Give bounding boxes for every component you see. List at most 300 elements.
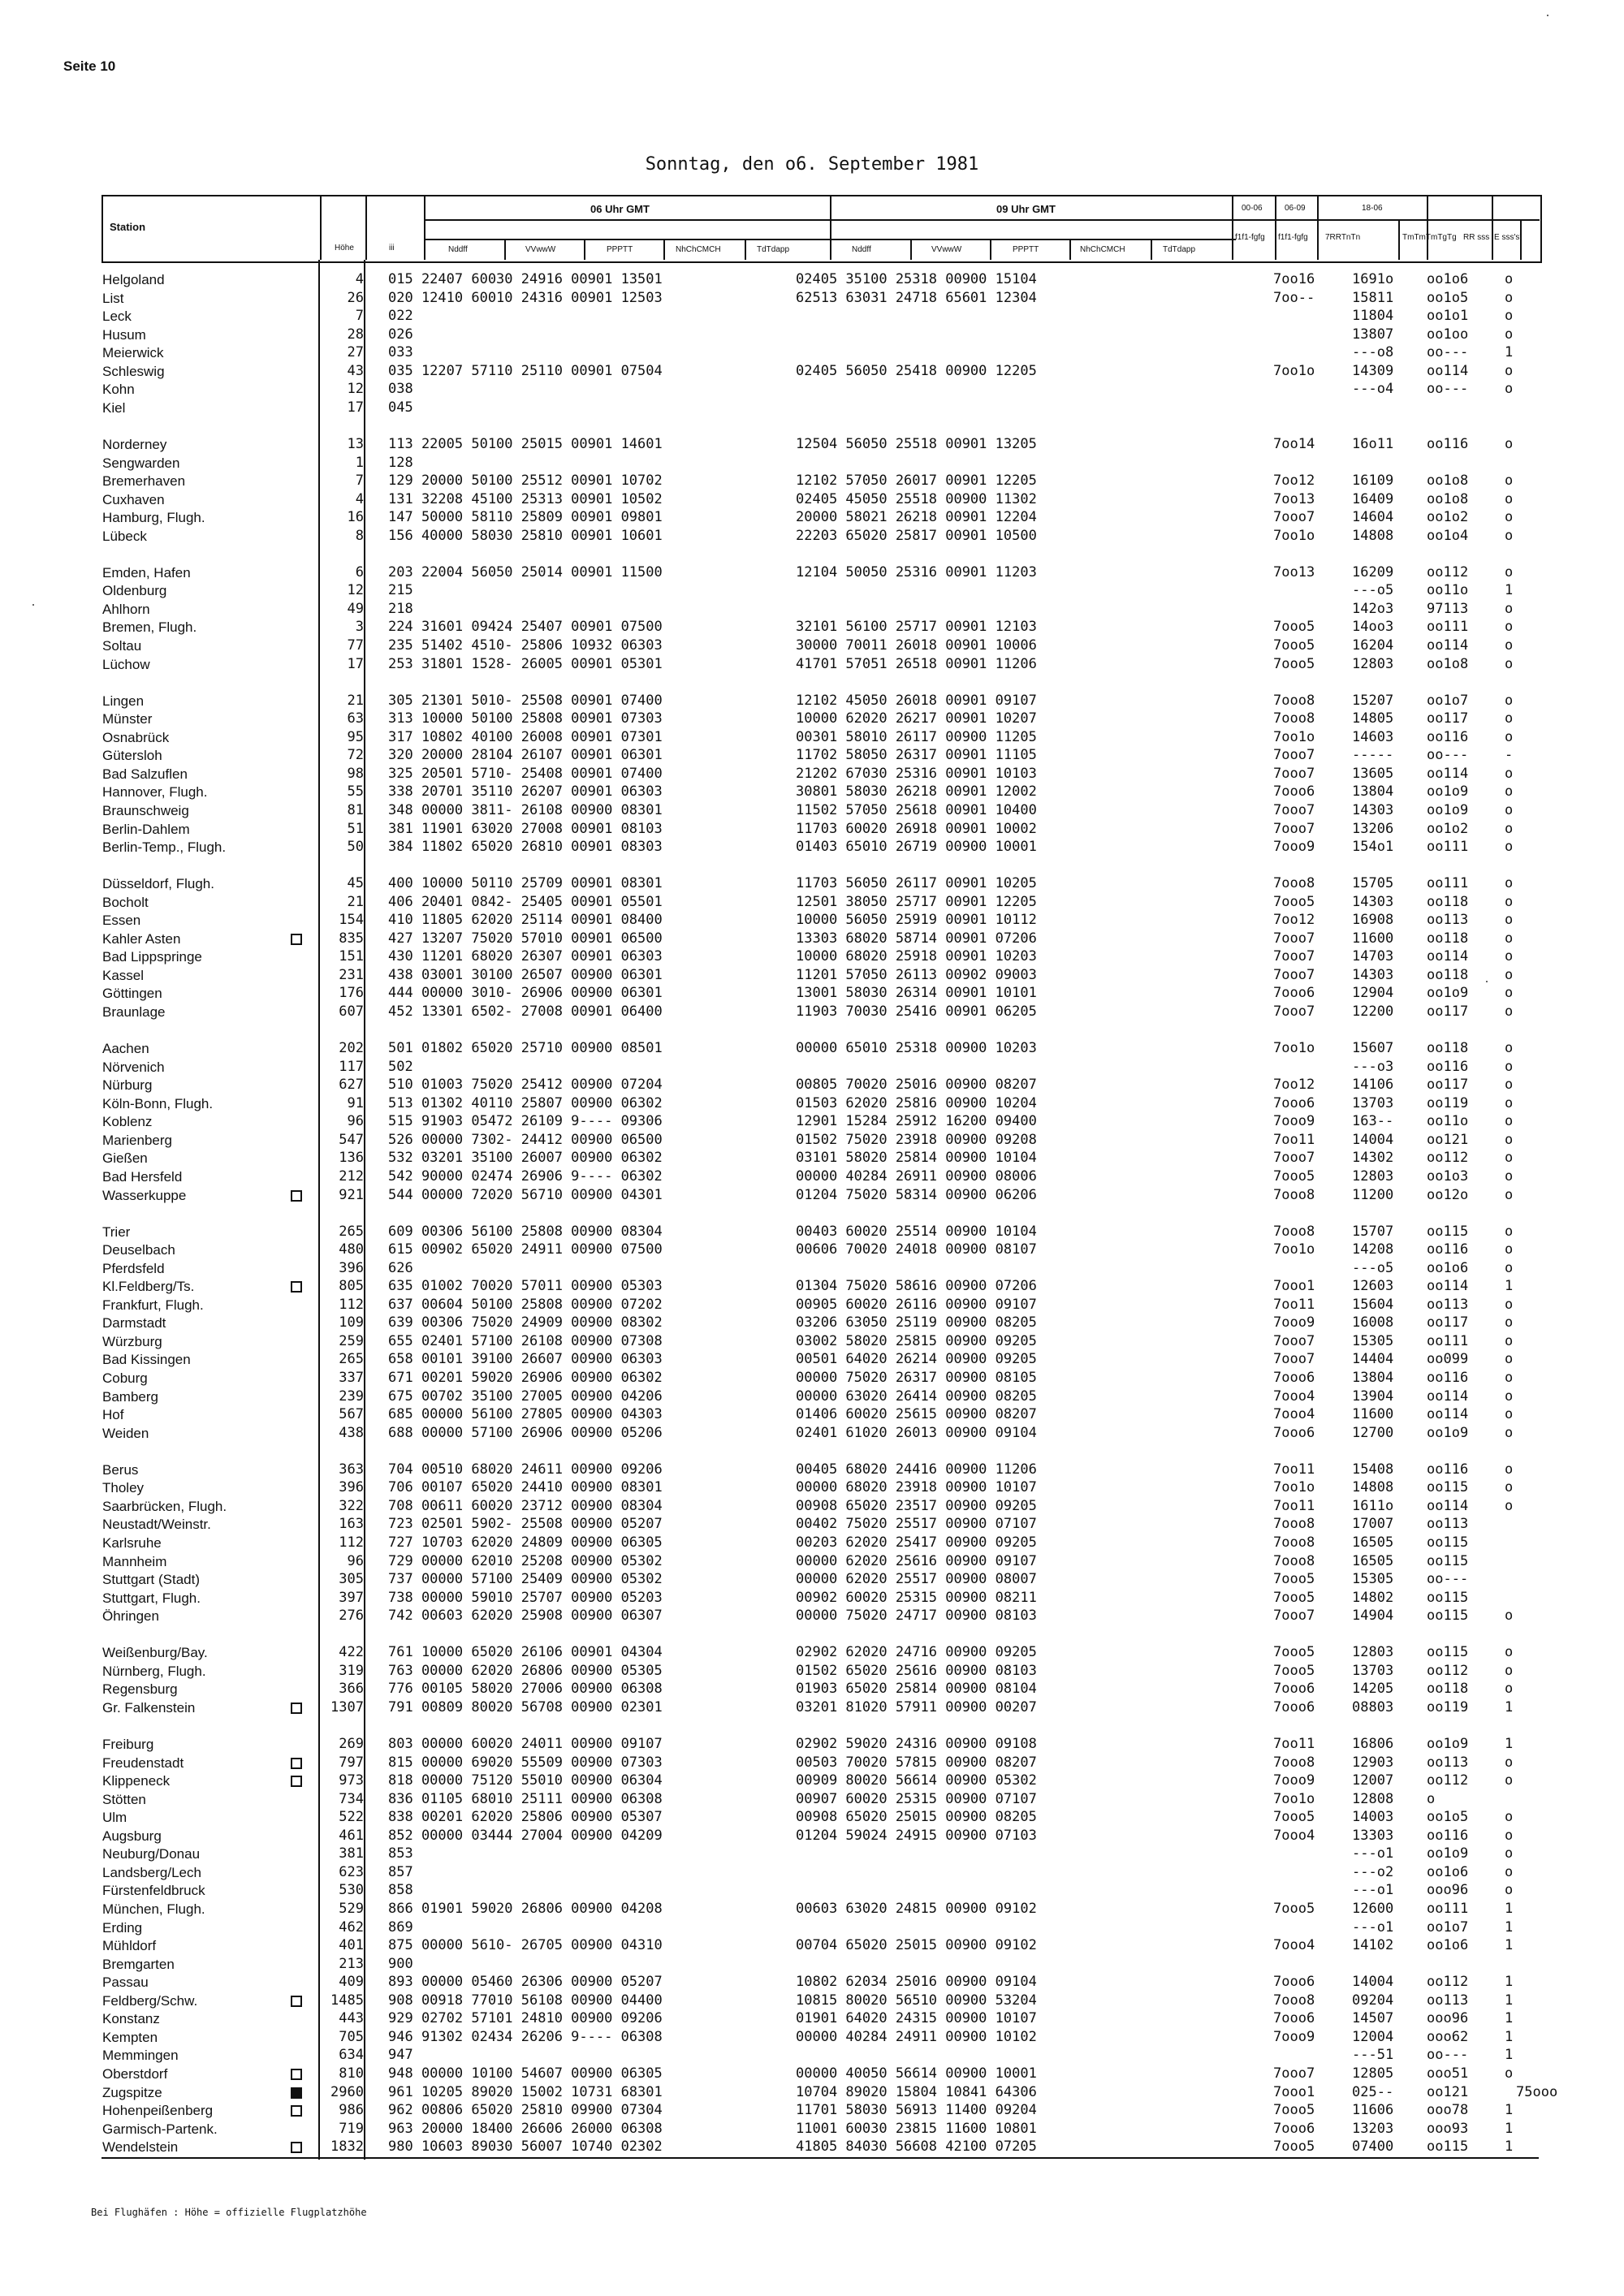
station-name: Kahler Asten xyxy=(102,930,181,947)
group-E: o xyxy=(1505,1461,1514,1478)
open-square-icon xyxy=(291,934,302,945)
obs-09-gmt: 01503 62020 25816 00900 10204 xyxy=(796,1094,1037,1111)
table-row xyxy=(0,270,1624,289)
table-row xyxy=(0,362,1624,381)
group-7RRTnTn: 7ooo5 xyxy=(1273,893,1315,910)
group-RR: oo1o9 xyxy=(1427,1424,1469,1441)
group-E: o xyxy=(1505,1608,1514,1625)
obs-06-gmt: 852 00000 03444 27004 00900 04209 xyxy=(388,1827,663,1844)
group-RR: oo118 xyxy=(1427,966,1469,983)
group-TmTm: 13804 xyxy=(1352,783,1394,801)
group-7RRTnTn: 7ooo8 xyxy=(1273,1223,1315,1240)
obs-06-gmt: 542 90000 02474 26906 9---- 06302 xyxy=(388,1167,663,1185)
obs-06-gmt: 708 00611 60020 23712 00900 08304 xyxy=(388,1497,663,1514)
obs-09-gmt: 00000 75020 24717 00900 08103 xyxy=(796,1608,1037,1625)
table-row xyxy=(0,2101,1624,2120)
open-square-icon xyxy=(291,2069,302,2080)
obs-09-gmt: 00603 63020 24815 00900 09102 xyxy=(796,1900,1037,1917)
group-RR: oo111 xyxy=(1427,1332,1469,1349)
group-RR: oo1o6 xyxy=(1427,1259,1469,1276)
group-RR: oo--- xyxy=(1427,1571,1469,1587)
obs-06-gmt: 929 02702 57101 24810 00900 09206 xyxy=(388,2010,663,2027)
obs-06-gmt: 502 xyxy=(388,1058,413,1075)
group-E: o xyxy=(1505,1094,1514,1111)
group-E: o xyxy=(1505,362,1514,379)
station-altitude: 51 xyxy=(347,820,364,837)
obs-09-gmt: 00000 40050 56614 00900 10001 xyxy=(796,2065,1037,2082)
group-RR: oo1o6 xyxy=(1427,1937,1469,1953)
station-name: Stuttgart, Flugh. xyxy=(102,1590,201,1606)
obs-06-gmt: 908 00918 77010 56108 00900 04400 xyxy=(388,1992,663,2009)
station-altitude: 112 xyxy=(339,1534,364,1551)
group-TmTm: 14802 xyxy=(1352,1589,1394,1606)
obs-06-gmt: 156 40000 58030 25810 00901 10601 xyxy=(388,527,663,544)
obs-06-gmt: 946 91302 02434 26206 9---- 06308 xyxy=(388,2028,663,2045)
station-altitude: 95 xyxy=(347,728,364,745)
station-altitude: 63 xyxy=(347,710,364,727)
obs-09-gmt: 20000 58021 26218 00901 12204 xyxy=(796,509,1037,526)
table-row xyxy=(0,1003,1624,1021)
station-altitude: 443 xyxy=(339,2010,364,2027)
group-7RRTnTn: 7oo12 xyxy=(1273,912,1315,929)
group-TmTm: 16409 xyxy=(1352,490,1394,507)
group-TmTm: 14302 xyxy=(1352,1150,1394,1167)
group-7RRTnTn: 7oo11 xyxy=(1273,1736,1315,1752)
group-E: o xyxy=(1505,1882,1514,1899)
group-RR: oo1o9 xyxy=(1427,1736,1469,1752)
station-altitude: 480 xyxy=(339,1241,364,1258)
group-RR: oo1o6 xyxy=(1427,1863,1469,1880)
obs-06-gmt: 406 20401 0842- 25405 00901 05501 xyxy=(388,893,663,910)
group-TmTm: 11600 xyxy=(1352,1406,1394,1423)
station-altitude: 7 xyxy=(355,308,364,325)
obs-06-gmt: 742 00603 62020 25908 00900 06307 xyxy=(388,1608,663,1625)
group-E: o xyxy=(1505,308,1514,325)
group-RR: oo115 xyxy=(1427,1589,1469,1606)
group-TmTm: 16908 xyxy=(1352,912,1394,929)
group-7RRTnTn: 7ooo8 xyxy=(1273,710,1315,727)
station-name: Kassel xyxy=(102,967,145,983)
station-name: Kohn xyxy=(102,382,135,398)
group-RR: ooo78 xyxy=(1427,2102,1469,2118)
group-RR: oo112 xyxy=(1427,563,1469,580)
obs-06-gmt: 515 91903 05472 26109 9---- 09306 xyxy=(388,1113,663,1130)
group-RR: oo114 xyxy=(1427,1406,1469,1423)
table-row xyxy=(0,1992,1624,2010)
station-altitude: 154 xyxy=(339,912,364,929)
station-altitude: 547 xyxy=(339,1131,364,1148)
obs-09-gmt: 00805 70020 25016 00900 08207 xyxy=(796,1077,1037,1094)
table-row xyxy=(0,1698,1624,1717)
group-TmTm: 13703 xyxy=(1352,1662,1394,1679)
group-7RRTnTn: 7ooo8 xyxy=(1273,1552,1315,1569)
station-name: Kl.Feldberg/Ts. xyxy=(102,1279,195,1295)
obs-09-gmt: 11903 70030 25416 00901 06205 xyxy=(796,1003,1037,1020)
group-E: 1 xyxy=(1505,1736,1514,1752)
group-TmTm: 142o3 xyxy=(1352,600,1394,617)
station-altitude: 8 xyxy=(355,527,364,544)
header-sub-col: RR sss xyxy=(1463,233,1490,242)
obs-06-gmt: 113 22005 50100 25015 00901 14601 xyxy=(388,436,663,452)
station-altitude: 7 xyxy=(355,473,364,489)
group-RR: oo111 xyxy=(1427,875,1469,892)
station-name: List xyxy=(102,290,124,306)
station-altitude: 2960 xyxy=(330,2083,364,2100)
obs-09-gmt: 01502 65020 25616 00900 08103 xyxy=(796,1662,1037,1679)
station-altitude: 81 xyxy=(347,801,364,818)
group-E: o xyxy=(1505,966,1514,983)
header-range: 18-06 xyxy=(1362,204,1383,213)
obs-06-gmt: 224 31601 09424 25407 00901 07500 xyxy=(388,619,663,636)
station-altitude: 396 xyxy=(339,1259,364,1276)
table-row xyxy=(0,1223,1624,1241)
group-TmTm: 09204 xyxy=(1352,1992,1394,2009)
group-TmTm: 1691o xyxy=(1352,271,1394,287)
group-TmTm: 14303 xyxy=(1352,966,1394,983)
station-name: Meierwick xyxy=(102,345,164,361)
station-name: Saarbrücken, Flugh. xyxy=(102,1498,227,1514)
group-7RRTnTn: 7ooo9 xyxy=(1273,839,1315,855)
obs-09-gmt: 02401 61020 26013 00900 09104 xyxy=(796,1424,1037,1441)
group-7RRTnTn: 7oo-- xyxy=(1273,289,1315,306)
obs-06-gmt: 948 00000 10100 54607 00900 06305 xyxy=(388,2065,663,2082)
table-row xyxy=(0,893,1624,912)
table-row xyxy=(0,289,1624,308)
group-TmTm: 14805 xyxy=(1352,710,1394,727)
obs-09-gmt: 00501 64020 26214 00900 09205 xyxy=(796,1351,1037,1368)
obs-06-gmt: 961 10205 89020 15002 10731 68301 xyxy=(388,2083,663,2100)
group-TmTm: 14004 xyxy=(1352,1974,1394,1991)
group-RR: oo119 xyxy=(1427,1094,1469,1111)
station-name: Husum xyxy=(102,326,146,343)
obs-06-gmt: 963 20000 18400 26606 26000 06308 xyxy=(388,2120,663,2137)
group-E: o xyxy=(1505,1077,1514,1094)
station-name: Öhringen xyxy=(102,1608,159,1625)
group-E: o xyxy=(1505,1370,1514,1386)
station-name: Konstanz xyxy=(102,2011,160,2027)
group-TmTm: 12803 xyxy=(1352,1644,1394,1661)
obs-09-gmt: 12102 57050 26017 00901 12205 xyxy=(796,473,1037,489)
obs-09-gmt: 00203 62020 25417 00900 09205 xyxy=(796,1534,1037,1551)
station-altitude: 12 xyxy=(347,582,364,599)
station-altitude: 112 xyxy=(339,1296,364,1313)
group-7RRTnTn: 7ooo4 xyxy=(1273,1937,1315,1953)
obs-09-gmt: 01204 75020 58314 00900 06206 xyxy=(796,1186,1037,1203)
station-name: Memmingen xyxy=(102,2048,179,2064)
station-name: Marienberg xyxy=(102,1132,172,1148)
obs-06-gmt: 038 xyxy=(388,381,413,398)
header-09-col: PPPTT xyxy=(1013,245,1039,254)
group-RR: oo113 xyxy=(1427,1992,1469,2009)
obs-06-gmt: 438 03001 30100 26507 00900 06301 xyxy=(388,966,663,983)
station-altitude: 55 xyxy=(347,783,364,801)
header-09-col: TdTdapp xyxy=(1163,245,1196,254)
obs-09-gmt: 11703 56050 26117 00901 10205 xyxy=(796,875,1037,892)
obs-09-gmt: 11702 58050 26317 00901 11105 xyxy=(796,747,1037,764)
open-square-icon xyxy=(291,2105,302,2117)
group-7RRTnTn: 7ooo9 xyxy=(1273,2028,1315,2045)
header-06-col: TdTdapp xyxy=(757,245,790,254)
group-TmTm: 13804 xyxy=(1352,1370,1394,1386)
table-row xyxy=(0,911,1624,930)
obs-09-gmt: 00000 65010 25318 00900 10203 xyxy=(796,1040,1037,1057)
group-RR: ooo51 xyxy=(1427,2065,1469,2082)
group-7RRTnTn: 7ooo5 xyxy=(1273,1571,1315,1587)
group-TmTm: 15305 xyxy=(1352,1571,1394,1587)
group-RR: oo1o9 xyxy=(1427,1845,1469,1862)
group-7RRTnTn: 7oo1o xyxy=(1273,1040,1315,1057)
station-name: Mühldorf xyxy=(102,1938,157,1953)
station-altitude: 797 xyxy=(339,1754,364,1771)
group-E: o xyxy=(1505,509,1514,526)
station-name: Augsburg xyxy=(102,1828,162,1844)
group-7RRTnTn: 7ooo7 xyxy=(1273,1332,1315,1349)
table-row xyxy=(0,435,1624,454)
group-E: 1 xyxy=(1505,582,1514,599)
table-row xyxy=(0,1296,1624,1314)
footnote: Bei Flughäfen : Höhe = offizielle Flugplatzhöhe xyxy=(91,2207,367,2218)
group-RR: oo114 xyxy=(1427,1497,1469,1514)
obs-06-gmt: 723 02501 5902- 25508 00900 05207 xyxy=(388,1516,663,1533)
station-name: Gießen xyxy=(102,1150,148,1167)
group-RR: oo118 xyxy=(1427,893,1469,910)
obs-06-gmt: 045 xyxy=(388,399,413,416)
group-7RRTnTn: 7oo11 xyxy=(1273,1131,1315,1148)
station-altitude: 337 xyxy=(339,1370,364,1386)
group-E: 1 xyxy=(1505,2120,1514,2137)
group-TmTm: 17007 xyxy=(1352,1516,1394,1533)
group-E: o xyxy=(1505,637,1514,654)
station-altitude: 259 xyxy=(339,1332,364,1349)
table-row xyxy=(0,1790,1624,1809)
station-name: Garmisch-Partenk. xyxy=(102,2121,218,2137)
table-row xyxy=(0,1332,1624,1351)
header-sub-col: f1f1-fgfg xyxy=(1278,233,1308,242)
group-RR: oo116 xyxy=(1427,436,1469,452)
group-E: o xyxy=(1505,985,1514,1002)
obs-06-gmt: 900 xyxy=(388,1955,413,1972)
obs-09-gmt: 12102 45050 26018 00901 09107 xyxy=(796,692,1037,709)
station-name: Bremgarten xyxy=(102,1956,175,1972)
group-7RRTnTn: 7ooo9 xyxy=(1273,1314,1315,1331)
group-7RRTnTn: 7ooo5 xyxy=(1273,1167,1315,1185)
group-E: 1 xyxy=(1505,1900,1514,1917)
station-altitude: 98 xyxy=(347,765,364,782)
table-row xyxy=(0,765,1624,783)
station-altitude: 163 xyxy=(339,1516,364,1533)
group-E: o xyxy=(1505,527,1514,544)
group-RR: oo114 xyxy=(1427,637,1469,654)
open-square-icon xyxy=(291,1190,302,1202)
table-row xyxy=(0,2046,1624,2065)
table-row xyxy=(0,1955,1624,1974)
obs-06-gmt: 763 00000 62020 26806 00900 05305 xyxy=(388,1662,663,1679)
group-RR: oo119 xyxy=(1427,1698,1469,1716)
obs-06-gmt: 853 xyxy=(388,1845,413,1862)
header-hoehe: Höhe xyxy=(335,244,354,252)
station-altitude: 151 xyxy=(339,948,364,965)
table-row xyxy=(0,343,1624,362)
filled-square-icon xyxy=(291,2087,302,2099)
group-RR: oo1o7 xyxy=(1427,1918,1469,1936)
group-7RRTnTn: 7ooo8 xyxy=(1273,1754,1315,1771)
group-7RRTnTn: 7ooo7 xyxy=(1273,1608,1315,1625)
group-7RRTnTn: 7ooo6 xyxy=(1273,2010,1315,2027)
obs-06-gmt: 685 00000 56100 27805 00900 04303 xyxy=(388,1406,663,1423)
table-row xyxy=(0,947,1624,966)
group-RR: ooo96 xyxy=(1427,2010,1469,2027)
table-row xyxy=(0,801,1624,820)
table-row xyxy=(0,1754,1624,1772)
table-row xyxy=(0,1643,1624,1662)
station-altitude: 202 xyxy=(339,1040,364,1057)
table-row xyxy=(0,1570,1624,1589)
group-E: o xyxy=(1505,875,1514,892)
group-E: o xyxy=(1505,381,1514,398)
station-altitude: 462 xyxy=(339,1918,364,1936)
table-row xyxy=(0,1589,1624,1608)
obs-06-gmt: 544 00000 72020 56710 00900 04301 xyxy=(388,1186,663,1203)
group-TmTm: 14004 xyxy=(1352,1131,1394,1148)
station-name: Freiburg xyxy=(102,1737,154,1752)
obs-09-gmt: 00000 62020 25517 00900 08007 xyxy=(796,1571,1037,1587)
group-TmTm: ---o5 xyxy=(1352,582,1394,599)
group-E: o xyxy=(1505,271,1514,287)
group-E: o xyxy=(1505,619,1514,636)
table-row xyxy=(0,984,1624,1003)
group-TmTm: 12200 xyxy=(1352,1003,1394,1020)
station-name: Schleswig xyxy=(102,363,165,379)
station-name: Bad Salzuflen xyxy=(102,766,188,782)
station-altitude: 363 xyxy=(339,1461,364,1478)
header-sub-col: TmTmTmTgTg xyxy=(1402,233,1457,242)
station-altitude: 921 xyxy=(339,1186,364,1203)
group-E: o xyxy=(1505,728,1514,745)
group-E: 1 xyxy=(1505,2028,1514,2045)
station-name: Bremerhaven xyxy=(102,473,186,489)
group-TmTm: 1611o xyxy=(1352,1497,1394,1514)
station-name: Trier xyxy=(102,1224,131,1240)
table-row xyxy=(0,1314,1624,1332)
table-row xyxy=(0,600,1624,619)
group-7RRTnTn: 7ooo7 xyxy=(1273,801,1315,818)
station-altitude: 212 xyxy=(339,1167,364,1185)
group-7RRTnTn: 7ooo5 xyxy=(1273,619,1315,636)
obs-09-gmt: 01304 75020 58616 00900 07206 xyxy=(796,1278,1037,1295)
group-E: 1 xyxy=(1505,2047,1514,2064)
table-row xyxy=(0,618,1624,637)
header-sub-col: f1f1-fgfg xyxy=(1235,233,1265,242)
group-RR: oo1o9 xyxy=(1427,985,1469,1002)
group-7RRTnTn: 7ooo5 xyxy=(1273,637,1315,654)
group-TmTm: 12007 xyxy=(1352,1772,1394,1789)
group-RR: oo1o3 xyxy=(1427,1167,1469,1185)
group-E: o xyxy=(1505,1131,1514,1148)
group-E: o xyxy=(1505,820,1514,837)
table-row xyxy=(0,692,1624,710)
table-row xyxy=(0,1881,1624,1900)
station-name: Hohenpeißenberg xyxy=(102,2103,214,2118)
group-TmTm: 15607 xyxy=(1352,1040,1394,1057)
obs-09-gmt: 11001 60030 23815 11600 10801 xyxy=(796,2120,1037,2137)
group-7RRTnTn: 7ooo5 xyxy=(1273,1809,1315,1826)
group-7RRTnTn: 7oo11 xyxy=(1273,1296,1315,1313)
group-RR: oo111 xyxy=(1427,619,1469,636)
station-altitude: 530 xyxy=(339,1882,364,1899)
obs-09-gmt: 02902 59020 24316 00900 09108 xyxy=(796,1736,1037,1752)
group-E: o xyxy=(1505,1827,1514,1844)
station-name: Nürnberg, Flugh. xyxy=(102,1663,206,1679)
obs-06-gmt: 501 01802 65020 25710 00900 08501 xyxy=(388,1040,663,1057)
group-RR: oo111 xyxy=(1427,1900,1469,1917)
group-7RRTnTn: 7ooo7 xyxy=(1273,509,1315,526)
group-TmTm: 15707 xyxy=(1352,1223,1394,1240)
station-altitude: 96 xyxy=(347,1552,364,1569)
group-E: 1 xyxy=(1505,1974,1514,1991)
obs-06-gmt: 430 11201 68020 26307 00901 06303 xyxy=(388,948,663,965)
table-row xyxy=(0,1973,1624,1992)
table-row xyxy=(0,1186,1624,1205)
group-RR: o xyxy=(1427,1790,1436,1807)
table-row xyxy=(0,966,1624,985)
group-E: o xyxy=(1505,436,1514,452)
station-name: Kempten xyxy=(102,2029,158,2045)
obs-06-gmt: 215 xyxy=(388,582,413,599)
table-row xyxy=(0,1900,1624,1918)
group-E: o xyxy=(1505,1241,1514,1258)
obs-09-gmt: 30000 70011 26018 00901 10006 xyxy=(796,637,1037,654)
obs-06-gmt: 348 00000 3811- 26108 00900 08301 xyxy=(388,801,663,818)
obs-06-gmt: 015 22407 60030 24916 00901 13501 xyxy=(388,271,663,287)
table-row xyxy=(0,307,1624,326)
table-row xyxy=(0,490,1624,509)
station-altitude: 607 xyxy=(339,1003,364,1020)
group-E: o xyxy=(1505,1388,1514,1405)
station-altitude: 96 xyxy=(347,1113,364,1130)
group-E: o xyxy=(1505,765,1514,782)
obs-09-gmt: 02902 62020 24716 00900 09205 xyxy=(796,1644,1037,1661)
station-altitude: 810 xyxy=(339,2065,364,2082)
group-RR: oo--- xyxy=(1427,381,1469,398)
obs-06-gmt: 338 20701 35110 26207 00901 06303 xyxy=(388,783,663,801)
obs-06-gmt: 410 11805 62020 25114 00901 08400 xyxy=(388,912,663,929)
open-square-icon xyxy=(291,1776,302,1787)
table-row xyxy=(0,472,1624,490)
group-E: o xyxy=(1505,490,1514,507)
group-7RRTnTn: 7oo12 xyxy=(1273,1077,1315,1094)
group-TmTm: 12600 xyxy=(1352,1900,1394,1917)
obs-06-gmt: 962 00806 65020 25810 09900 07304 xyxy=(388,2102,663,2118)
station-altitude: 1 xyxy=(355,454,364,471)
group-RR: oo117 xyxy=(1427,1314,1469,1331)
station-altitude: 705 xyxy=(339,2028,364,2045)
obs-06-gmt: 452 13301 6502- 27008 00901 06400 xyxy=(388,1003,663,1020)
group-RR: oo116 xyxy=(1427,1058,1469,1075)
group-7RRTnTn: 7oo13 xyxy=(1273,563,1315,580)
obs-09-gmt: 10815 80020 56510 00900 53204 xyxy=(796,1992,1037,2009)
obs-09-gmt: 01901 64020 24315 00900 10107 xyxy=(796,2010,1037,2027)
group-7RRTnTn: 7ooo6 xyxy=(1273,1094,1315,1111)
obs-06-gmt: 706 00107 65020 24410 00900 08301 xyxy=(388,1479,663,1496)
station-altitude: 719 xyxy=(339,2120,364,2137)
obs-06-gmt: 639 00306 75020 24909 00900 08302 xyxy=(388,1314,663,1331)
group-RR: oo1o8 xyxy=(1427,490,1469,507)
station-altitude: 45 xyxy=(347,875,364,892)
table-row xyxy=(0,1149,1624,1167)
station-altitude: 269 xyxy=(339,1736,364,1752)
table-row xyxy=(0,1241,1624,1259)
group-E: 1 xyxy=(1505,1698,1514,1716)
